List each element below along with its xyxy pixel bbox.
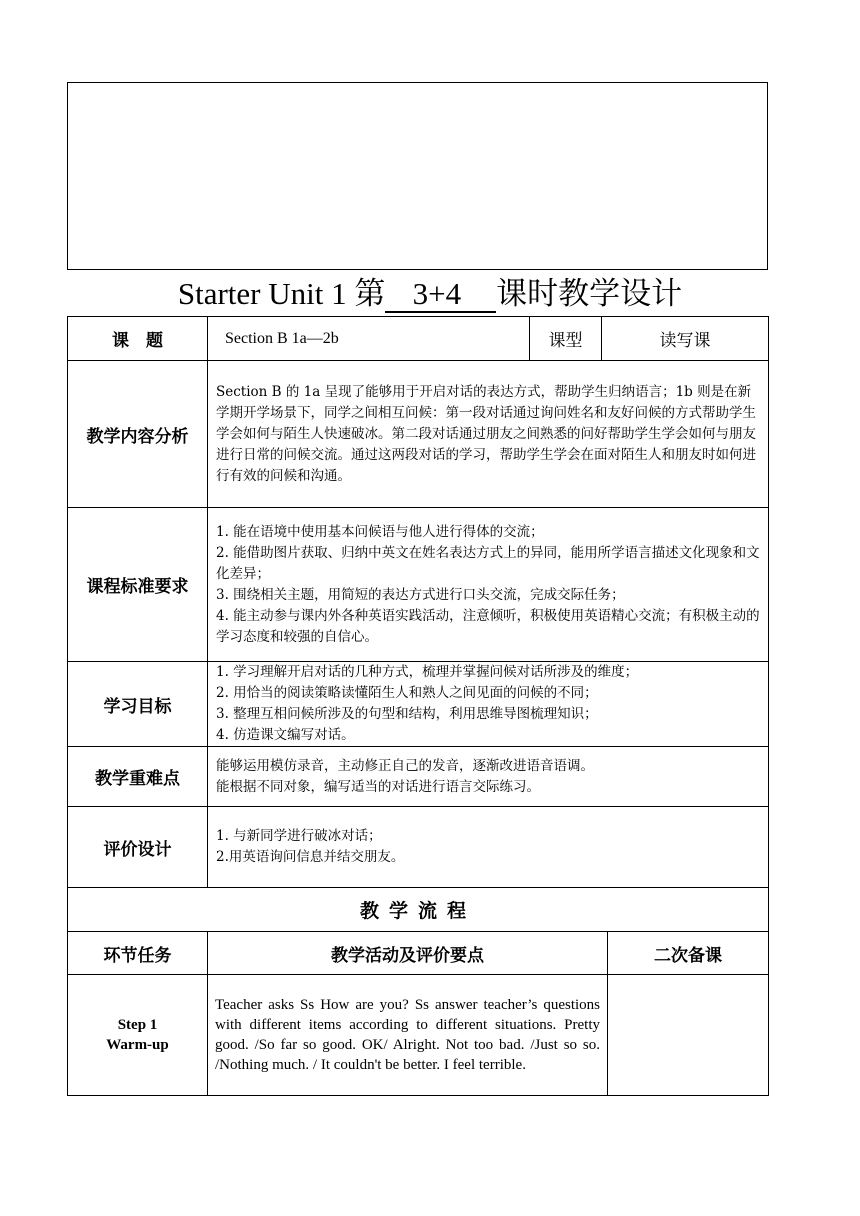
objectives-label: 学习目标 (68, 662, 208, 747)
content-analysis-paragraph: Section B 的 1a 呈现了能够用于开启对话的表达方式，帮助学生归纳语言；1b 则是在新学期开学场景下，同学之间相互问候：第一段对话通过询问姓名和友好问候的方式帮助学生学会如何与陌生人快速破冰。第二段对话通过朋友之间熟悉的问好帮助学生学会如何与朋友进行日常的问候交流。通过这两段对话的学习，帮助学生学会在面对陌生人和朋友时如何进行有效的问候和沟通。 (216, 383, 756, 484)
col-activity-header: 教学活动及评价要点 (208, 932, 608, 975)
type-label: 课型 (530, 317, 602, 361)
lesson-plan-table (67, 316, 769, 1096)
header-row (68, 317, 769, 361)
title-period: 3+4 (412, 276, 462, 311)
evaluation-item: 1. 与新同学进行破冰对话； (216, 828, 382, 844)
key-points-text (208, 747, 769, 807)
flow-columns-row (68, 932, 769, 975)
step-title: Warm-up (106, 1037, 169, 1053)
topic-label: 课 题 (68, 317, 208, 361)
standards-item: 2. 能借助图片获取、归纳中英文在姓名表达方式上的异同，能用所学语言描述文化现象和文化差异； (216, 544, 760, 582)
topic-value: Section B 1a—2b (208, 317, 530, 361)
evaluation-row (68, 807, 769, 888)
title-prefix: Starter Unit 1 第 (177, 276, 386, 311)
standards-item: 1. 能在语境中使用基本问候语与他人进行得体的交流； (216, 523, 544, 540)
key-points-item: 能根据不同对象，编写适当的对话进行语言交际练习。 (216, 778, 540, 795)
col-task-header: 环节任务 (68, 932, 208, 975)
standards-text (208, 508, 769, 662)
content-analysis-row (68, 361, 769, 508)
standards-item: 3. 围绕相关主题，用简短的表达方式进行口头交流，完成交际任务； (216, 586, 625, 603)
title-suffix: 课时教学设计 (496, 276, 683, 311)
step-name (68, 975, 208, 1096)
step-number: Step 1 (117, 1017, 158, 1033)
objectives-text (208, 662, 769, 747)
content-analysis-label: 教学内容分析 (68, 361, 208, 508)
objectives-row (68, 662, 769, 747)
step-activity: Teacher asks Ss How are you? Ss answer teacher’s questions with different items according to different situations. Pretty good. /So far so good. OK/ Alright. Not too bad. /Just so so. /Nothing much. / It couldn't be better. I feel terrible. (208, 975, 608, 1096)
objectives-item: 2. 用恰当的阅读策略读懂陌生人和熟人之间见面的问候的不同； (216, 685, 598, 701)
objectives-item: 1. 学习理解开启对话的几种方式，梳理并掌握问候对话所涉及的维度； (216, 664, 639, 680)
key-points-row (68, 747, 769, 807)
flow-heading-row (68, 888, 769, 932)
evaluation-label: 评价设计 (68, 807, 208, 888)
page-title (0, 274, 860, 314)
standards-label: 课程标准要求 (68, 508, 208, 662)
evaluation-text (208, 807, 769, 888)
content-analysis-text (208, 361, 769, 508)
step-prep (608, 975, 769, 1096)
standards-item: 4. 能主动参与课内外各种英语实践活动，注意倾听，积极使用英语精心交流；有积极主动的学习态度和较强的自信心。 (216, 607, 760, 645)
top-empty-box (67, 82, 768, 270)
title-period-blank (385, 277, 496, 313)
key-points-label: 教学重难点 (68, 747, 208, 807)
objectives-item: 4. 仿造课文编写对话。 (216, 727, 355, 743)
type-value: 读写课 (602, 317, 769, 361)
evaluation-item: 2.用英语询问信息并结交朋友。 (216, 849, 405, 865)
key-points-item: 能够运用模仿录音，主动修正自己的发音，逐渐改进语音语调。 (216, 757, 594, 774)
objectives-item: 3. 整理互相问候所涉及的句型和结构，利用思维导图梳理知识； (216, 706, 598, 722)
col-prep-header: 二次备课 (608, 932, 769, 975)
flow-heading: 教学流程 (68, 888, 769, 932)
step-row (68, 975, 769, 1096)
standards-row (68, 508, 769, 662)
